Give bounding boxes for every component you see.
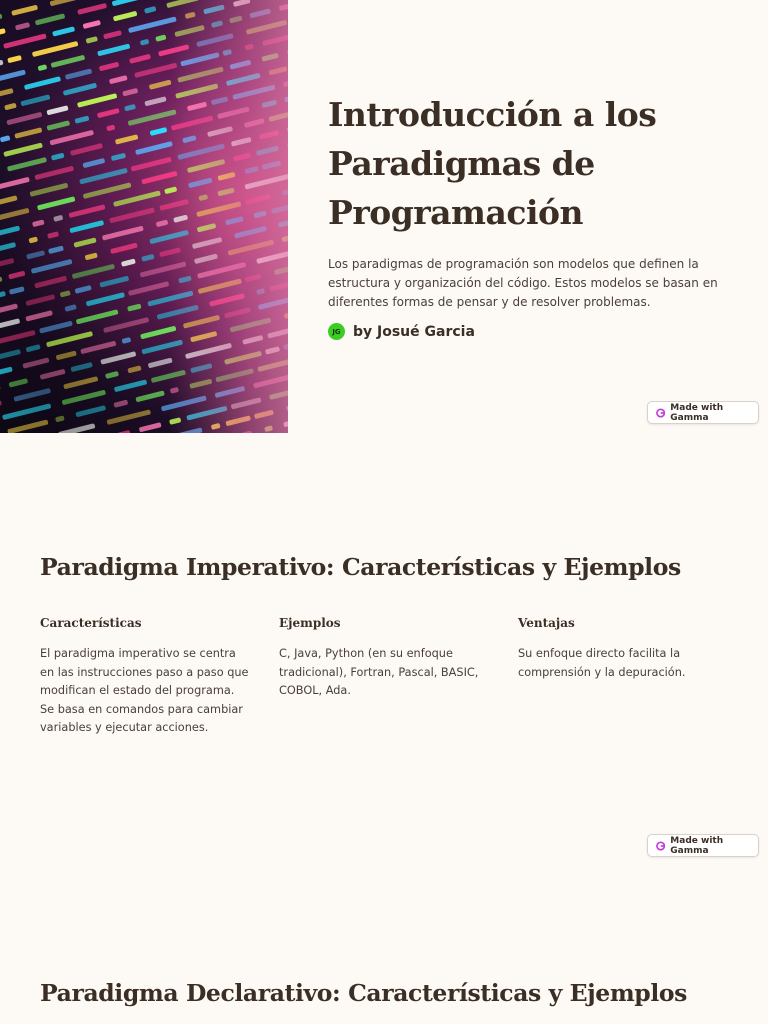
hero-title bbox=[328, 90, 728, 237]
hero-code-image bbox=[0, 0, 288, 433]
made-with-gamma-button[interactable] bbox=[647, 834, 759, 857]
hero-title-line: Paradigmas de bbox=[328, 144, 595, 183]
column-caracteristicas bbox=[40, 616, 250, 738]
column-text: C, Java, Python (en su enfoque tradicional), Fortran, Pascal, BASIC, COBOL, Ada. bbox=[279, 647, 479, 698]
column-ventajas bbox=[518, 616, 728, 682]
section-title-declarativo: Paradigma Declarativo: Características y Ejemplos bbox=[40, 979, 687, 1007]
section-title-imperativo: Paradigma Imperativo: Características y Ejemplos bbox=[40, 553, 681, 581]
hero-title-line: Programación bbox=[328, 193, 583, 232]
author-name: by Josué Garcia bbox=[353, 323, 475, 340]
gamma-logo-icon bbox=[656, 841, 665, 851]
hero-description: Los paradigmas de programación son modelos que definen la estructura y organización del código. Estos modelos se basan en diferentes formas de pensar y de resolver problemas. bbox=[328, 257, 718, 309]
made-with-gamma-button[interactable] bbox=[647, 401, 759, 424]
badge-label: Made with Gamma bbox=[670, 835, 724, 856]
column-ejemplos bbox=[279, 616, 489, 701]
gamma-logo-icon bbox=[656, 408, 665, 418]
column-heading: Ventajas bbox=[518, 616, 575, 630]
column-text: El paradigma imperativo se centra en las instrucciones paso a paso que modifican el estado del programa. Se basa en comandos para cambiar variables y ejecutar acciones. bbox=[40, 647, 249, 735]
hero-title-line: Introducción a los bbox=[328, 95, 657, 134]
avatar: JG bbox=[328, 323, 345, 340]
author-byline bbox=[328, 323, 475, 340]
badge-label: Made with Gamma bbox=[670, 402, 724, 423]
column-text: Su enfoque directo facilita la comprensión y la depuración. bbox=[518, 647, 686, 679]
column-heading: Características bbox=[40, 616, 142, 630]
column-heading: Ejemplos bbox=[279, 616, 341, 630]
